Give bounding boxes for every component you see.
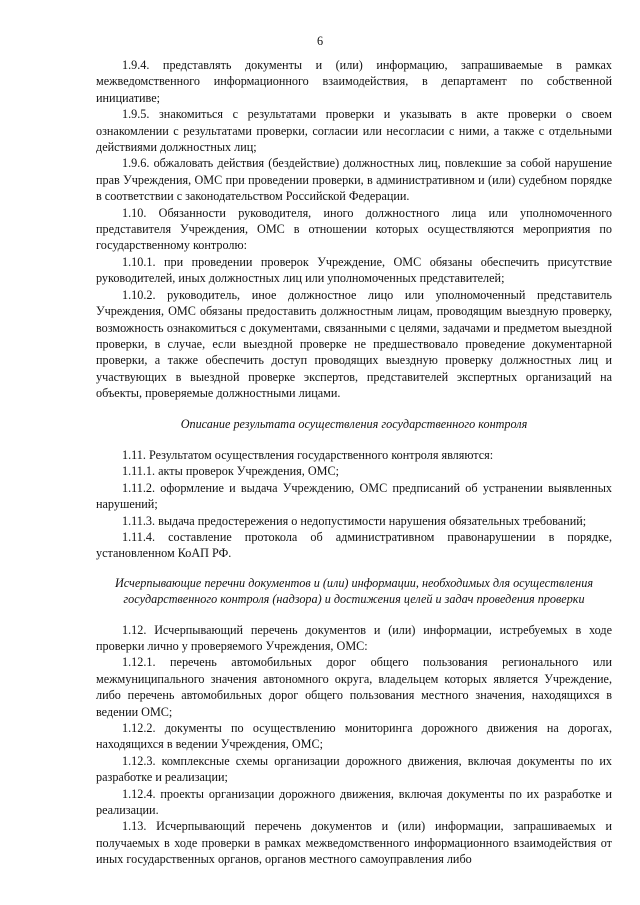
clause-1-9-4: 1.9.4. представлять документы и (или) информацию, запрашиваемые в рамках межведомственного информационного взаимодействия, в департамент по собственной инициативе; [96, 58, 612, 105]
clause-1-10: 1.10. Обязанности руководителя, иного должностного лица или уполномоченного представителя Учреждения, ОМС в отношении которых осуществляются мероприятия по государственному контролю: [96, 205, 612, 253]
clause-1-9-5: 1.9.5. знакомиться с результатами проверки и указывать в акте проверки о своем ознакомлении с результатами проверки, согласии или несогласии с ними, а также с отдельными действиями должностных лиц; [96, 107, 612, 155]
clause-1-12-4: 1.12.4. проекты организации дорожного движения, включая документы по их разработке и реализации. [96, 786, 612, 818]
clause-1-13: 1.13. Исчерпывающий перечень документов и (или) информации, запрашиваемых и получаемых в ходе проверки в рамках межведомственного информационного взаимодействия от иных государственных органов, органов местного самоуправления либо [96, 819, 612, 867]
document-body [96, 57, 612, 868]
clause-1-11-3: 1.11.3. выдача предостережения о недопустимости нарушения обязательных требований; [122, 513, 587, 528]
clause-1-12-3: 1.12.3. комплексные схемы организации дорожного движения, включая документы по их разработке и реализации; [96, 753, 612, 785]
clause-1-12: 1.12. Исчерпывающий перечень документов и (или) информации, истребуемых в ходе проверки лично у проверяемого Учреждения, ОМС: [96, 622, 612, 653]
clause-1-10-1: 1.10.1. при проведении проверок Учреждение, ОМС обязаны обеспечить присутствие руководителей, иных должностных лиц или уполномоченных представителей; [96, 254, 612, 286]
clause-1-11-4: 1.11.4. составление протокола об административном правонарушении в порядке, установленном КоАП РФ. [96, 529, 612, 561]
clause-1-11-1: 1.11.1. акты проверок Учреждения, ОМС; [122, 464, 339, 479]
clause-1-12-2: 1.12.2. документы по осуществлению мониторинга дорожного движения на дорогах, находящихся в ведении Учреждения, ОМС; [96, 721, 612, 752]
page-number: 6 [316, 34, 324, 48]
clause-1-11: 1.11. Результатом осуществления государственного контроля являются: [122, 447, 494, 462]
clause-1-12-1: 1.12.1. перечень автомобильных дорог общего пользования регионального или межмуниципального значения автономного округа, владельцем которых является Учреждение, либо перечень автомобильных дорог общего пользования местного значения, находящихся в ведении ОМС; [96, 655, 612, 719]
section-heading-documents: Исчерпывающие перечни документов и (или) информации, необходимых для осуществления государственного контроля (надзора) и достижения целей и задач проведения проверки [114, 575, 593, 607]
clause-1-11-2: 1.11.2. оформление и выдача Учреждению, ОМС предписаний об устранении выявленных нарушений; [96, 480, 612, 512]
clause-1-9-6: 1.9.6. обжаловать действия (бездействие) должностных лиц, повлекшие за собой нарушение прав Учреждения, ОМС при проведении проверки, в административном и (или) судебном порядке в соответствии с законодательством Российской Федерации. [96, 156, 612, 204]
section-heading-results: Описание результата осуществления государственного контроля [180, 416, 528, 431]
clause-1-10-2: 1.10.2. руководитель, иное должностное лицо или уполномоченный представитель Учреждения, ОМС обязаны предоставить должностным лицам, проводящим выездную проверку, возможность ознакомиться с документами, связанными с целями, задачами и предметом выездной проверки, в случае, если выездной проверке не предшествовало проведение документарной проверки, а также обеспечить доступ проводящих выездную проверку должностных лиц и участвующих в выездной проверке экспертов, представителей экспертных организаций на объекты, проверяемые должностными лицами. [96, 287, 612, 401]
